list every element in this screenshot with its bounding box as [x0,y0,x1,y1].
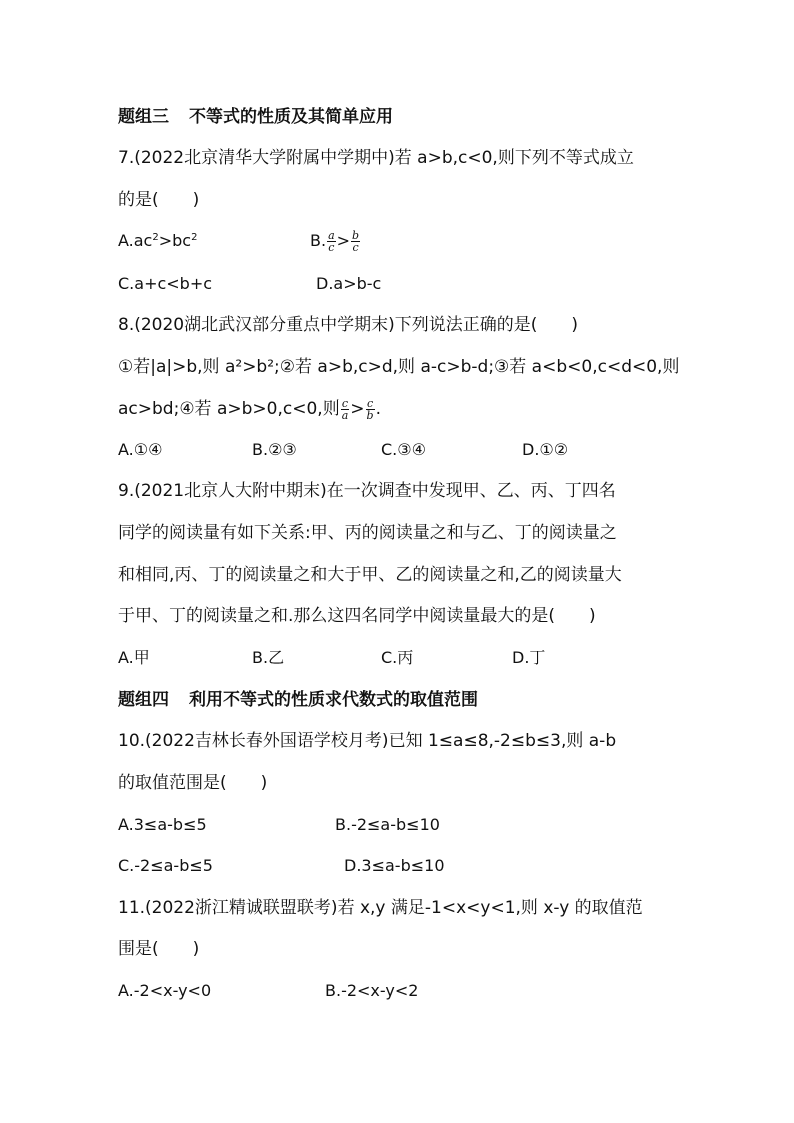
q9-option-c: C.丙 [381,648,414,667]
q7-stem-line2: 的是( ) [118,190,200,210]
fraction-c-over-b: $\frac{c}{b}$ [366,396,374,422]
q9-option-a: A.甲 [118,648,150,667]
q7-stem-line1: 7.(2022北京清华大学附属中学期中)若 a>b,c<0,则下列不等式成立 [118,148,634,168]
group4-heading [118,688,478,712]
q8-stem-line2: ①若|a|>b,则 a²>b²;②若 a>b,c>d,则 a-c>b-d;③若 a<b<0,c<d<0,则 [118,357,680,377]
q7-option-b: B. $\frac{a}{c}$ > $\frac{b}{c}$ [310,229,360,254]
q7-option-c: C.a+c<b+c [118,274,213,293]
q9-stem-line3: 和相同,丙、丁的阅读量之和大于甲、乙的阅读量之和,乙的阅读量大 [118,565,622,585]
q10-stem-line1: 10.(2022吉林长春外国语学校月考)已知 1≤a≤8,-2≤b≤3,则 a-b [118,731,617,751]
group4-subtitle: 利用不等式的性质求代数式的取值范围 [189,690,478,710]
q8-stem-line1: 8.(2020湖北武汉部分重点中学期末)下列说法正确的是( ) [118,315,579,335]
q8-option-c: C.③④ [381,440,426,459]
q11-stem-line2: 围是( ) [118,939,200,959]
q11-option-b: B.-2<x-y<2 [325,981,419,1000]
q10-option-c: C.-2≤a-b≤5 [118,856,213,875]
q7-option-d: D.a>b-c [316,274,382,293]
group3-title: 题组三 [118,107,169,127]
group4-title: 题组四 [118,690,169,710]
q8-option-d: D.①② [522,440,569,459]
q10-option-a: A.3≤a-b≤5 [118,815,207,834]
q8-option-a: A.①④ [118,440,163,459]
q10-option-d: D.3≤a-b≤10 [344,856,445,875]
q11-stem-line1: 11.(2022浙江精诚联盟联考)若 x,y 满足-1<x<y<1,则 x-y 的取值范 [118,898,643,918]
fraction-b-over-c: $\frac{b}{c}$ [352,229,360,254]
group3-heading [118,105,393,129]
q10-stem-line2: 的取值范围是( ) [118,773,268,793]
group3-subtitle: 不等式的性质及其简单应用 [189,107,393,127]
q9-stem-line1: 9.(2021北京人大附中期末)在一次调查中发现甲、乙、丙、丁四名 [118,481,616,501]
q11-option-a: A.-2<x-y<0 [118,981,212,1000]
q9-stem-line4: 于甲、丁的阅读量之和.那么这四名同学中阅读量最大的是( ) [118,606,596,626]
q7-option-a: $A.ac^2>bc^2$ [118,231,198,250]
q9-stem-line2: 同学的阅读量有如下关系:甲、丙的阅读量之和与乙、丁的阅读量之 [118,523,617,543]
q9-option-b: B.乙 [252,648,285,667]
q9-option-d: D.丁 [512,648,546,667]
q10-option-b: B.-2≤a-b≤10 [335,815,440,834]
q8-option-b: B.②③ [252,440,297,459]
fraction-c-over-a: $\frac{c}{a}$ [341,396,349,422]
fraction-a-over-c: $\frac{a}{c}$ [328,229,335,254]
q8-stem-line3: ac>bd;④若 a>b>0,c<0,则 $\frac{c}{a}$ > $\frac{c}{b}$ . [118,396,381,422]
